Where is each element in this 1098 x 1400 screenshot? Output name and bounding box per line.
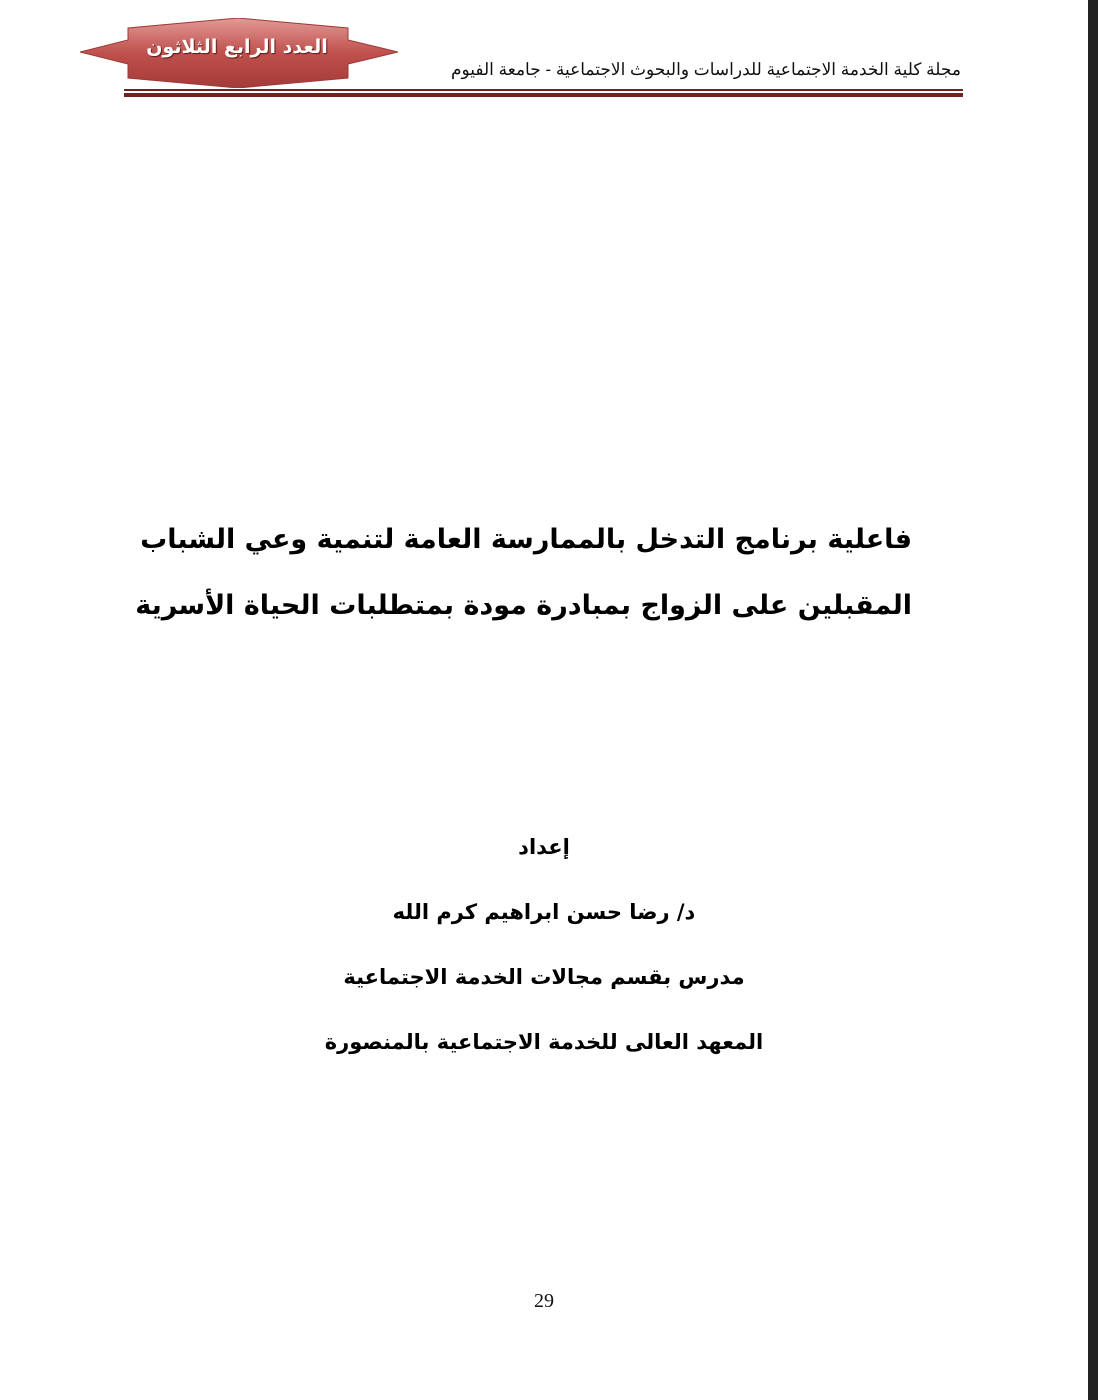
- viewer-edge: [1088, 0, 1098, 1400]
- author-position: مدرس بقسم مجالات الخدمة الاجتماعية: [343, 965, 745, 989]
- prepared-by-label: إعداد: [518, 835, 570, 859]
- journal-name: مجلة كلية الخدمة الاجتماعية للدراسات والبحوث الاجتماعية - جامعة الفيوم: [450, 60, 961, 79]
- header-rule-thick: [124, 93, 963, 97]
- page-number: 29: [534, 1290, 554, 1312]
- issue-badge: العدد الرابع الثلاثون: [146, 36, 328, 58]
- header-rule-thin: [124, 89, 963, 91]
- title-line-1: فاعلية برنامج التدخل بالممارسة العامة لتنمية وعي الشباب: [140, 524, 912, 555]
- title-line-2: المقبلين على الزواج بمبادرة مودة بمتطلبات الحياة الأسرية: [135, 590, 912, 621]
- author-name: د/ رضا حسن ابراهيم كرم الله: [392, 900, 696, 924]
- author-institution: المعهد العالى للخدمة الاجتماعية بالمنصورة: [324, 1030, 764, 1054]
